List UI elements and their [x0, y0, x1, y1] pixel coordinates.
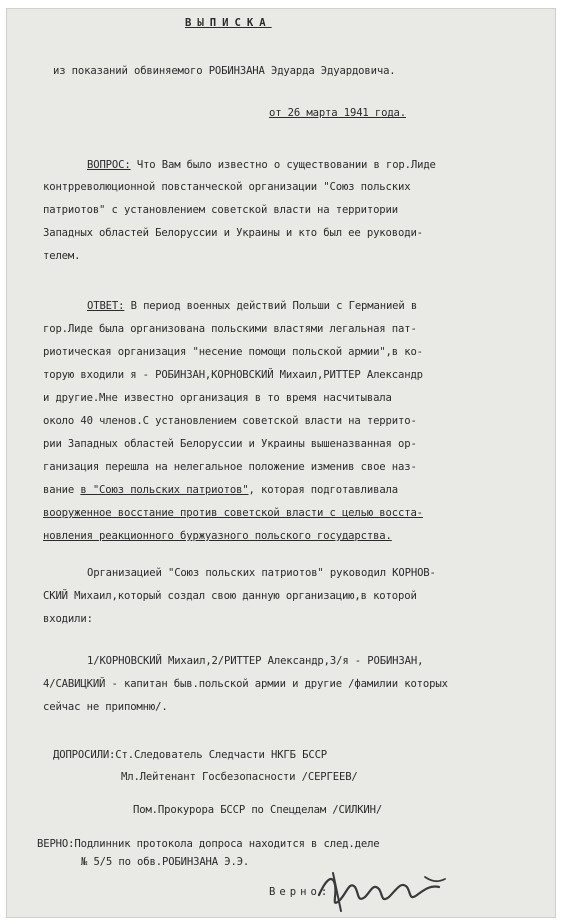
signature [313, 867, 453, 915]
para2-line-2: СКИЙ Михаил,который создал свою данную организацию,в которой [43, 590, 417, 602]
answer-line-5: и другие.Мне известно организация в то время насчитывала [43, 392, 392, 404]
question-line-4: Западных областей Белоруссии и Украины и кто был ее руководи- [43, 227, 423, 239]
question-line-3: патриотов" с установлением советской власти на территории [43, 204, 398, 216]
answer-underlined-1: в "Союз польских патриотов" [80, 484, 249, 496]
question-text-1: Что Вам было известно о существовании в гор.Лиде [136, 159, 436, 171]
para2-line-1: Организацией "Союз польских патриотов" руководил КОРНОВ- [87, 567, 436, 579]
answer-underlined-3: новления реакционного буржуазного польского государства. [43, 530, 392, 542]
true-label: Верно: [269, 886, 332, 898]
answer-text-9-prefix: вание [43, 484, 81, 496]
answer-line-7: рии Западных областей Белоруссии и Украины вышеназванная ор- [43, 438, 417, 450]
interrogated-line-3: Пом.Прокурора БССР по Спецделам /СИЛКИН/ [133, 804, 383, 816]
answer-line-6: около 40 членов.С установлением советской власти на террито- [43, 415, 417, 427]
answer-line-4: торую входили я - РОБИНЗАН,КОРНОВСКИЙ Михаил,РИТТЕР Александр [43, 369, 423, 381]
answer-line-1 [87, 300, 417, 312]
answer-label: ОТВЕТ: [87, 300, 125, 312]
answer-line-3: риотическая организация "несение помощи польской армии",в ко- [43, 346, 423, 358]
verified-line-1: ВЕРНО:Подлинник протокола допроса находится в след.деле [37, 838, 380, 850]
para2-line-3: входили: [43, 613, 93, 625]
document-subtitle: из показаний обвиняемого РОБИНЗАНА Эдуарда Эдуардовича. [53, 65, 396, 77]
question-line-1 [87, 159, 436, 171]
document-page [6, 8, 556, 918]
members-line-3: сейчас не припомню/. [43, 701, 168, 713]
answer-line-9 [43, 484, 398, 496]
question-label: ВОПРОС: [87, 159, 131, 171]
members-line-1: 1/КОРНОВСКИЙ Михаил,2/РИТТЕР Александр,3/я - РОБИНЗАН, [87, 655, 424, 667]
answer-text-9-suffix: , которая подготавливала [248, 484, 399, 496]
answer-underlined-2: вооруженное восстание против советской власти с целью восста- [43, 507, 423, 519]
answer-text-1: В период военных действий Польши с Германией в [130, 300, 418, 312]
verified-line-2: № 5/5 по обв.РОБИНЗАНА Э.Э. [81, 856, 250, 868]
members-line-2: 4/САВИЦКИЙ - капитан быв.польской армии и другие /фамилии которых [43, 678, 448, 690]
document-date: от 26 марта 1941 года. [269, 107, 407, 119]
answer-line-8: ганизация перешла на нелегальное положение изменив свое наз- [43, 461, 417, 473]
answer-line-2: гор.Лиде была организована польскими властями легальная пат- [43, 323, 417, 335]
interrogated-line-1: ДОПРОСИЛИ:Ст.Следователь Следчасти НКГБ БССР [53, 749, 328, 761]
question-line-2: контрреволюционной повстанческой организации "Союз польских [43, 181, 411, 193]
document-title: ВЫПИСКА [185, 17, 272, 29]
question-line-5: телем. [43, 250, 81, 262]
interrogated-line-2: Мл.Лейтенант Госбезопасности /СЕРГЕЕВ/ [121, 771, 358, 783]
